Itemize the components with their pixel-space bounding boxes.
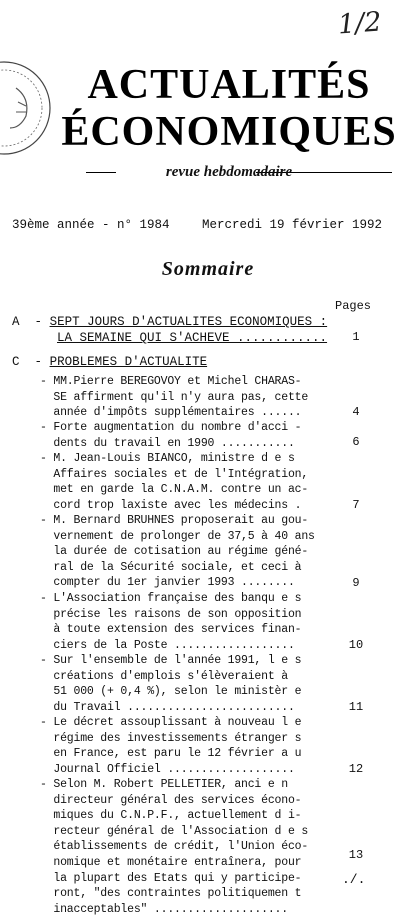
pages-header: Pages bbox=[335, 299, 372, 313]
entry-line: - Selon M. Robert PELLETIER, anci e n bbox=[40, 778, 288, 791]
entry-line: cord trop laxiste avec les médecins . bbox=[40, 498, 302, 512]
summary-entry bbox=[40, 653, 340, 715]
entry-line: - L'Association française des banqu e s bbox=[40, 592, 302, 605]
section-dash: - bbox=[34, 315, 43, 329]
handwritten-annotation: 1/2 bbox=[336, 6, 383, 41]
masthead bbox=[0, 62, 416, 156]
page-number: 1 bbox=[352, 330, 360, 344]
entry-line: nomique et monétaire entraînera, pour bbox=[40, 855, 302, 869]
entry-line: à toute extension des services finan- bbox=[40, 623, 302, 637]
entry-line: - MM.Pierre BEREGOVOY et Michel CHARAS- bbox=[40, 375, 302, 388]
section-title-line: LA SEMAINE QUI S'ACHEVE ............ bbox=[57, 331, 328, 345]
entry-line: établissements de crédit, l'Union éco- bbox=[40, 840, 309, 854]
page-number: 4 bbox=[352, 405, 360, 419]
section-letter: A bbox=[12, 315, 20, 329]
entry-line: - Forte augmentation du nombre d'acci - bbox=[40, 421, 302, 434]
summary-entry bbox=[40, 420, 340, 451]
section-title-line: PROBLEMES D'ACTUALITE bbox=[49, 355, 208, 369]
entry-line: - M. Bernard BRUHNES proposerait au gou- bbox=[40, 514, 309, 527]
entry-line: directeur général des services écono- bbox=[40, 793, 302, 807]
continuation-mark: ./. bbox=[342, 872, 366, 887]
entry-line: dents du travail en 1990 ........... bbox=[40, 436, 295, 450]
entry-line: ral de la Sécurité sociale, et ceci à bbox=[40, 560, 302, 574]
summary-entry bbox=[40, 513, 340, 591]
masthead-line-1: ACTUALITÉS bbox=[87, 62, 371, 108]
masthead-subtitle: revue hebdomadaire bbox=[165, 164, 293, 180]
section-c bbox=[12, 354, 207, 370]
summary-entry bbox=[40, 715, 340, 777]
entry-line: année d'impôts supplémentaires ...... bbox=[40, 406, 302, 420]
entry-line: régime des investissements étranger s bbox=[40, 731, 302, 745]
masthead-line-2: ÉCONOMIQUES bbox=[61, 109, 397, 155]
entry-line: compter du 1er janvier 1993 ........ bbox=[40, 576, 295, 590]
summary-entry bbox=[40, 777, 340, 917]
entry-line: la plupart des Etats qui y participe- bbox=[40, 871, 302, 885]
entry-line: recteur général de l'Association d e s bbox=[40, 824, 309, 838]
entry-line: créations d'emplois s'élèveraient à bbox=[40, 669, 288, 683]
entry-line: Affaires sociales et de l'Intégration, bbox=[40, 467, 309, 481]
entry-line: met en garde la C.N.A.M. contre un ac- bbox=[40, 483, 309, 497]
entry-line: la durée de cotisation au régime géné- bbox=[40, 545, 309, 559]
page-number: 9 bbox=[352, 576, 360, 590]
page-number: 11 bbox=[348, 700, 364, 714]
entry-line: en France, est paru le 12 février a u bbox=[40, 747, 302, 761]
entry-line: Journal Officiel ................... bbox=[40, 762, 295, 776]
entry-line: précise les raisons de son opposition bbox=[40, 607, 302, 621]
issue-date: Mercredi 19 février 1992 bbox=[202, 218, 383, 232]
summary-entry bbox=[40, 591, 340, 653]
entry-line: SE affirment qu'il n'y aura pas, cette bbox=[40, 390, 309, 404]
section-a bbox=[12, 314, 327, 346]
entry-line: miques du C.N.P.F., actuellement d i- bbox=[40, 809, 302, 823]
section-letter: C bbox=[12, 355, 20, 369]
sommaire-title: Sommaire bbox=[161, 258, 255, 280]
entry-line: inacceptables" .................... bbox=[40, 902, 288, 916]
entry-line: ciers de la Poste .................. bbox=[40, 638, 295, 652]
summary-entry bbox=[40, 451, 340, 513]
page-number: 12 bbox=[348, 762, 364, 776]
entry-line: 51 000 (+ 0,4 %), selon le ministèr e bbox=[40, 685, 302, 699]
entry-line: - Sur l'ensemble de l'année 1991, l e s bbox=[40, 654, 302, 667]
entry-line: vernement de prolonger de 37,5 à 40 ans bbox=[40, 529, 315, 543]
issue-number: 39ème année - n° 1984 bbox=[12, 218, 170, 232]
entry-line: ront, "des contraintes politiquemen t bbox=[40, 887, 302, 901]
entry-line: - M. Jean-Louis BIANCO, ministre d e s bbox=[40, 452, 295, 465]
section-dash: - bbox=[34, 355, 43, 369]
entry-line: du Travail ......................... bbox=[40, 700, 295, 714]
summary-entry bbox=[40, 374, 340, 421]
page-number: 6 bbox=[352, 435, 360, 449]
section-title-line: SEPT JOURS D'ACTUALITES ECONOMIQUES : bbox=[49, 315, 328, 329]
entry-line: - Le décret assouplissant à nouveau l e bbox=[40, 716, 302, 729]
page-number: 7 bbox=[352, 498, 360, 512]
page-number: 13 bbox=[348, 848, 364, 862]
page-number: 10 bbox=[348, 638, 364, 652]
